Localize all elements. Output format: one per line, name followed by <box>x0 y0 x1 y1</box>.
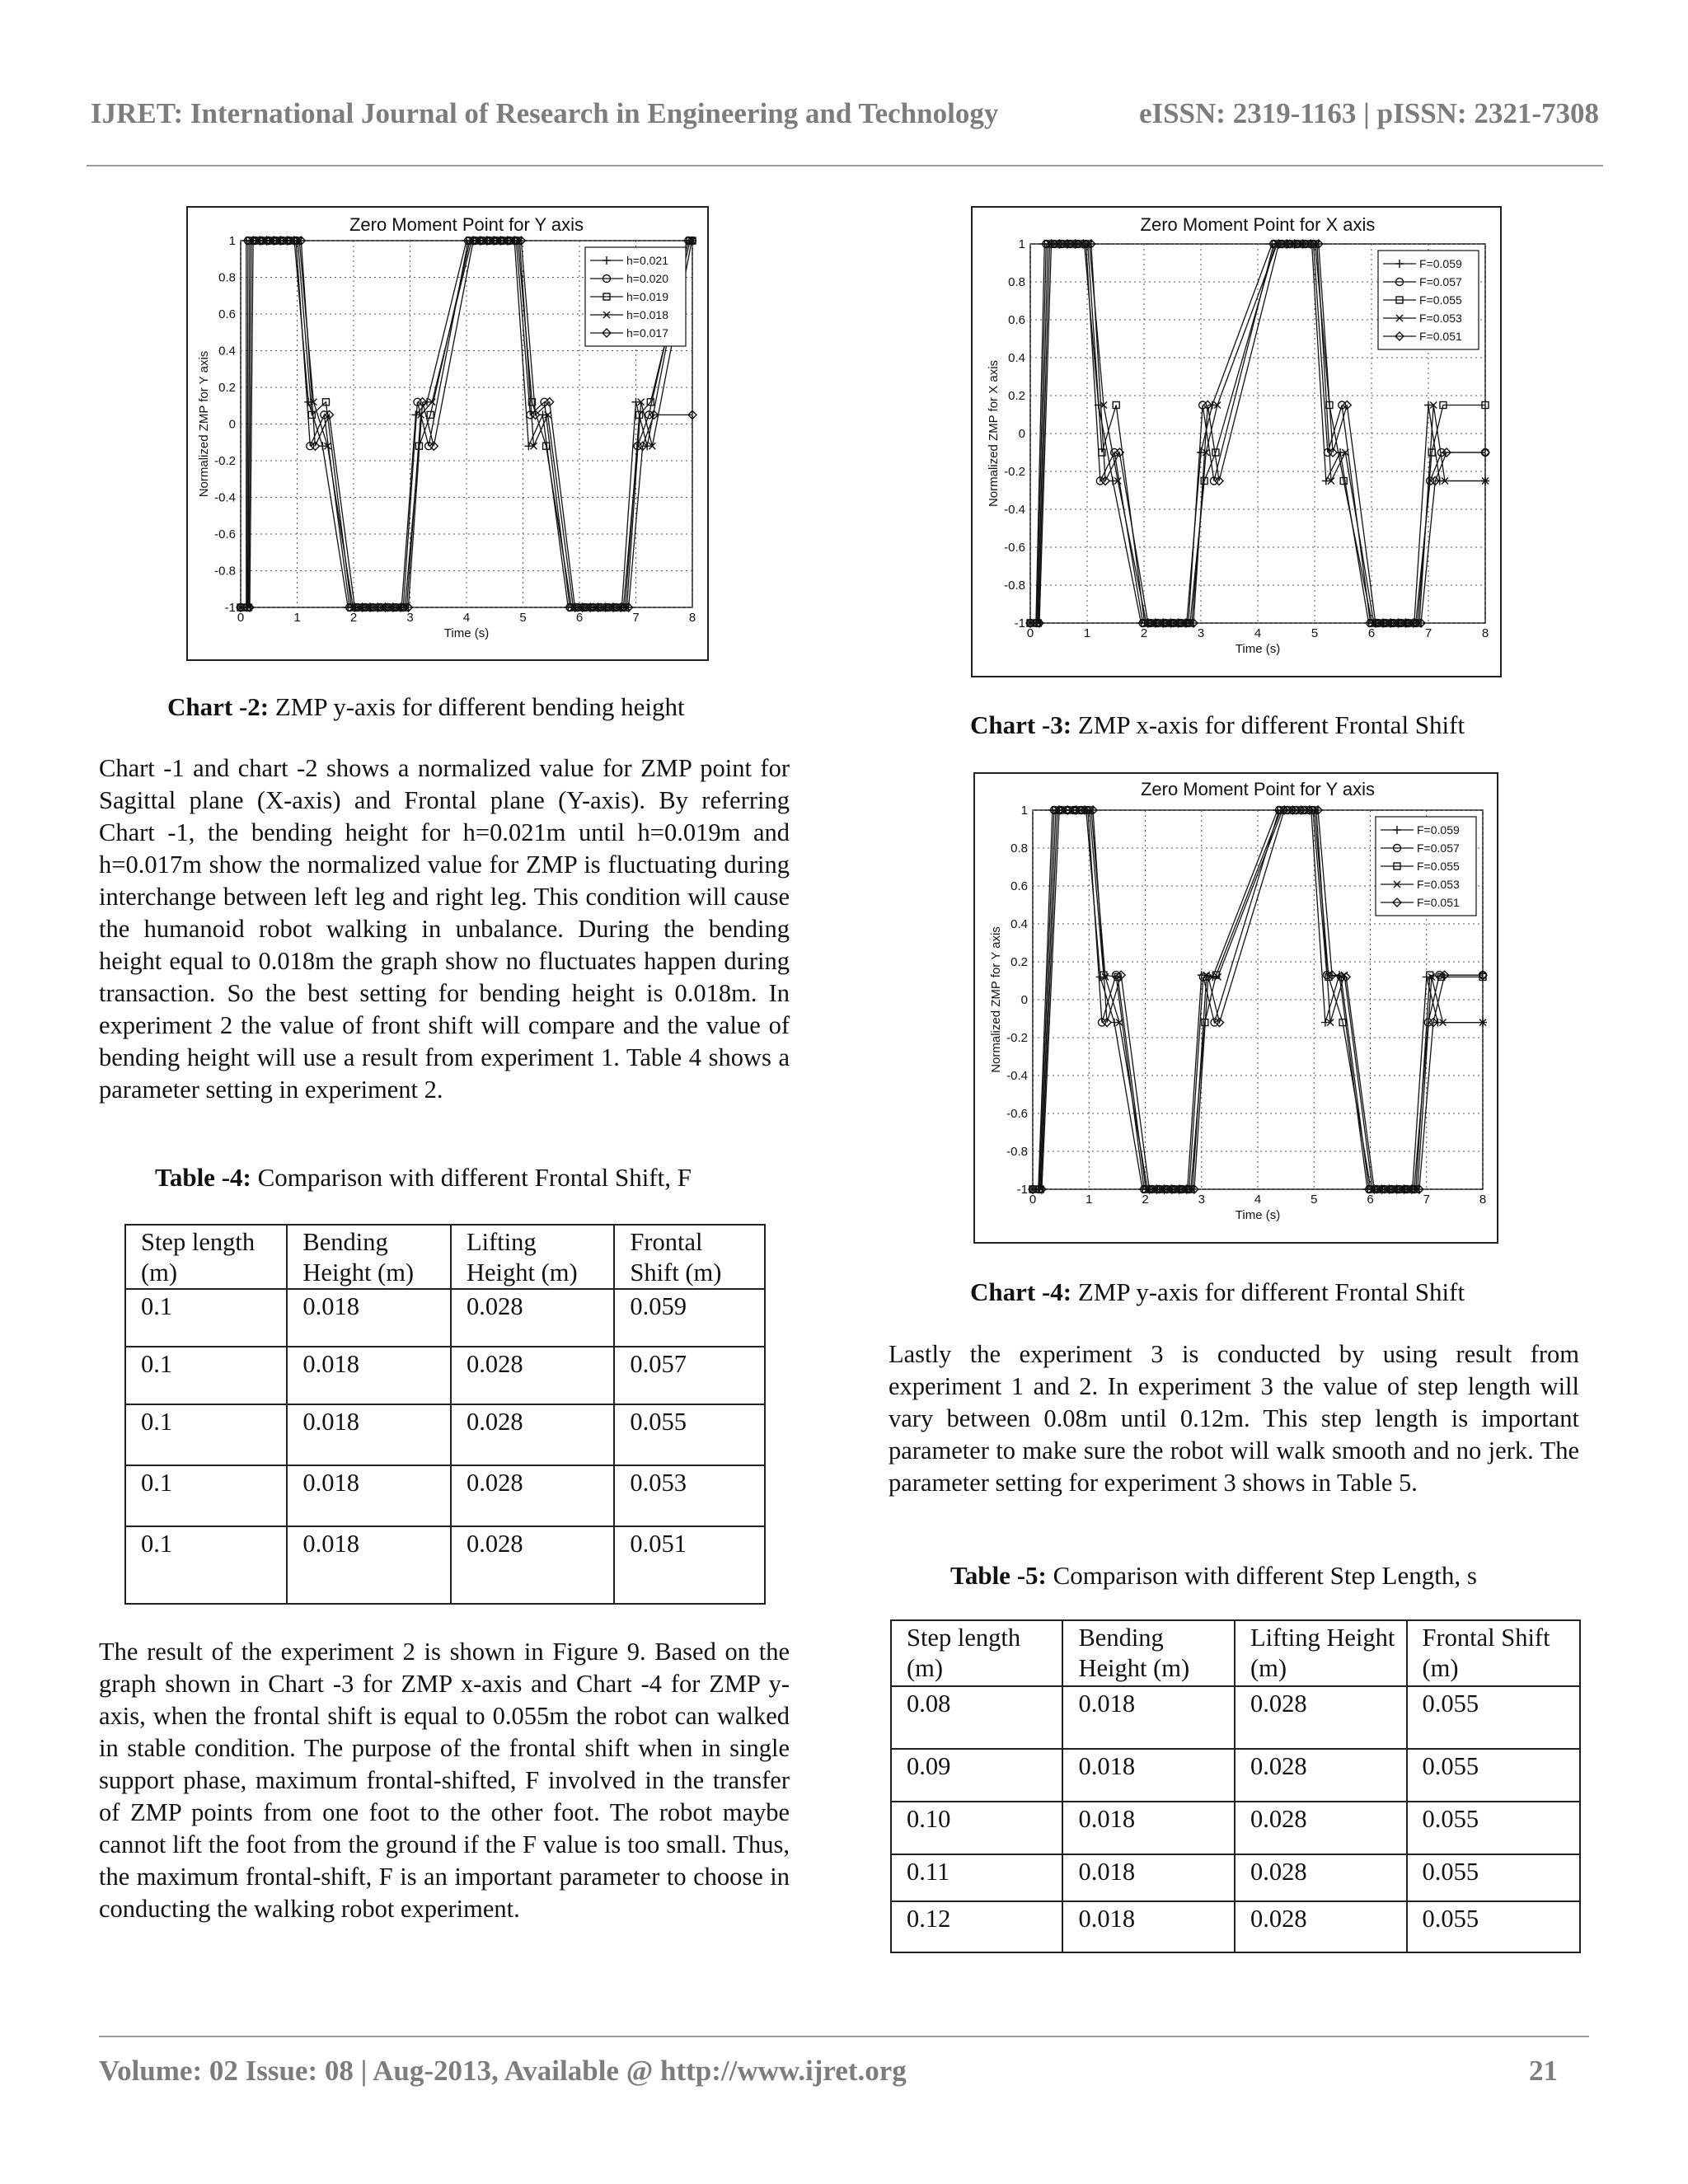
y-tick-label: -0.2 <box>1006 1031 1028 1045</box>
x-tick-label: 4 <box>1254 1193 1262 1207</box>
x-tick-label: 1 <box>1085 1193 1093 1207</box>
y-tick-label: -0.2 <box>1004 465 1025 479</box>
x-tick-label: 7 <box>1423 1193 1430 1207</box>
caption-label: Table -5: <box>950 1561 1047 1590</box>
table-cell: 0.055 <box>1407 1854 1581 1901</box>
x-tick-label: 8 <box>688 611 696 625</box>
x-tick-label: 2 <box>349 611 358 625</box>
table-cell: 0.028 <box>451 1347 614 1404</box>
y-tick-label: 0.2 <box>1010 955 1028 969</box>
table-cell: 0.1 <box>125 1526 287 1604</box>
caption-text: ZMP y-axis for different bending height <box>269 692 685 721</box>
table-cell: 0.1 <box>125 1289 287 1347</box>
table-cell: 0.055 <box>1407 1749 1581 1802</box>
y-axis-label: Normalized ZMP for Y axis <box>989 926 1003 1073</box>
y-tick-label: -0.2 <box>214 454 236 468</box>
legend-entry: F=0.053 <box>1417 878 1460 891</box>
paragraph-1: Chart -1 and chart -2 shows a normalized value for ZMP point for Sagittal plane (X-axis) and Frontal plane (Y-axis). By referring Chart -1, the bending height for h=0.021m until h=0.019m and h=0.017m show the normalized value for ZMP is fluctuating during interchange between left leg and right leg. This condition will cause the humanoid robot walking in unbalance. During the bending height equal to 0.018m the graph show no fluctuates happen during transaction. So the best setting for bending height is 0.018m. In experiment 2 the value of front shift will compare and the value of bending height will use a result from experiment 1. Table 4 shows a parameter setting in experiment 2. <box>99 754 790 1104</box>
x-tick-label: 0 <box>1026 626 1034 640</box>
legend-entry: h=0.020 <box>626 272 668 285</box>
y-axis-label: Normalized ZMP for Y axis <box>197 350 211 498</box>
y-tick-label: -0.4 <box>214 490 236 505</box>
table-cell: 0.028 <box>1235 1802 1406 1854</box>
paragraph-2: The result of the experiment 2 is shown in Figure 9. Based on the graph shown in Chart -3 for ZMP x-axis and Chart -4 for ZMP y-axis, when the frontal shift is equal to 0.055m the robot can walked in stable condition. The purpose of the frontal shift when in single support phase, maximum frontal-shifted, F involved in the transfer of ZMP points from one foot to the other foot. The robot maybe cannot lift the foot from the ground if the F value is too small. Thus, the maximum frontal-shift, F is an important parameter to choose in conducting the walking robot experiment. <box>99 1638 790 1923</box>
table-5 <box>890 1619 1581 1953</box>
table-cell: 0.055 <box>614 1404 765 1465</box>
x-tick-label: 0 <box>237 611 245 625</box>
legend-entry: F=0.051 <box>1419 330 1462 343</box>
chart-3-caption <box>970 710 1465 740</box>
y-tick-label: -1 <box>1016 1183 1028 1197</box>
y-tick-label: 0.6 <box>218 307 236 321</box>
caption-text: ZMP x-axis for different Frontal Shift <box>1071 710 1465 739</box>
y-tick-label: -0.6 <box>1006 1107 1028 1121</box>
table-cell: 0.1 <box>125 1465 287 1526</box>
y-tick-label: 0.6 <box>1010 879 1028 893</box>
table-cell: 0.1 <box>125 1404 287 1465</box>
table-cell: 0.09 <box>891 1749 1062 1802</box>
caption-label: Chart -3: <box>970 710 1072 739</box>
footer-divider <box>99 2036 1589 2037</box>
table-row <box>125 1465 765 1526</box>
y-tick-label: 1 <box>1018 237 1025 251</box>
table-cell: 0.12 <box>891 1901 1062 1952</box>
table-cell: 0.028 <box>1235 1901 1406 1952</box>
legend-entry: h=0.021 <box>626 254 668 267</box>
table-cell: 0.055 <box>1407 1686 1581 1749</box>
chart-title: Zero Moment Point for Y axis <box>349 214 584 235</box>
y-axis-label: Normalized ZMP for X axis <box>987 359 1001 508</box>
table-cell: 0.018 <box>1062 1854 1235 1901</box>
x-tick-label: 4 <box>462 611 471 625</box>
table-4 <box>124 1224 766 1605</box>
x-tick-label: 5 <box>1311 626 1319 640</box>
page-header <box>91 97 1599 130</box>
issn-info: eISSN: 2319-1163 | pISSN: 2321-7308 <box>1138 97 1599 129</box>
table-cell: 0.018 <box>287 1526 451 1604</box>
table-cell: 0.018 <box>287 1347 451 1404</box>
table-cell: 0.028 <box>1235 1854 1406 1901</box>
chart-4-svg <box>975 774 1497 1242</box>
legend-entry: h=0.017 <box>626 326 668 340</box>
table-row <box>891 1802 1580 1854</box>
y-tick-label: -0.6 <box>1004 541 1025 555</box>
chart-title: Zero Moment Point for Y axis <box>1140 779 1376 799</box>
x-tick-label: 1 <box>293 611 301 625</box>
legend-entry: F=0.057 <box>1417 841 1460 855</box>
page-footer <box>99 2055 1558 2088</box>
table-cell: 0.051 <box>614 1526 765 1604</box>
y-tick-label: 0.4 <box>1010 917 1028 931</box>
x-tick-label: 0 <box>1029 1193 1037 1207</box>
x-tick-label: 8 <box>1479 1193 1487 1207</box>
journal-title: IJRET: International Journal of Research in Engineering and Technology <box>91 97 999 129</box>
header-cell: Frontal Shift (m) <box>1407 1620 1581 1686</box>
legend-entry: h=0.019 <box>626 290 668 303</box>
x-tick-label: 2 <box>1140 626 1148 640</box>
x-tick-label: 4 <box>1254 626 1262 640</box>
table-cell: 0.018 <box>1062 1802 1235 1854</box>
chart-4-caption <box>970 1277 1465 1307</box>
table-cell: 0.018 <box>1062 1749 1235 1802</box>
legend-entry: h=0.018 <box>626 308 668 321</box>
chart-title: Zero Moment Point for X axis <box>1140 214 1376 235</box>
page-number: 21 <box>1529 2055 1558 2087</box>
table-row <box>125 1289 765 1347</box>
chart-3-svg <box>973 208 1500 676</box>
chart-2-figure <box>186 206 709 661</box>
header-cell: Step length (m) <box>125 1225 287 1289</box>
header-cell: Frontal Shift (m) <box>614 1225 765 1289</box>
y-tick-label: -1 <box>1014 616 1025 630</box>
table-cell: 0.059 <box>614 1289 765 1347</box>
y-tick-label: 1 <box>228 234 236 248</box>
y-tick-label: 1 <box>1020 804 1028 818</box>
legend-entry: F=0.055 <box>1417 860 1460 873</box>
x-tick-label: 6 <box>1367 1193 1374 1207</box>
legend-entry: F=0.055 <box>1419 293 1462 307</box>
x-tick-label: 5 <box>519 611 527 625</box>
legend-entry: F=0.051 <box>1417 896 1460 909</box>
table-header-row <box>125 1225 765 1289</box>
header-cell: Bending Height (m) <box>287 1225 451 1289</box>
x-tick-label: 6 <box>1367 626 1376 640</box>
table-row <box>891 1686 1580 1749</box>
table-cell: 0.055 <box>1407 1901 1581 1952</box>
table-row <box>891 1854 1580 1901</box>
table-cell: 0.1 <box>125 1347 287 1404</box>
table-cell: 0.055 <box>1407 1802 1581 1854</box>
y-tick-label: 0 <box>1018 427 1025 441</box>
table-row <box>891 1901 1580 1952</box>
paragraph-3: Lastly the experiment 3 is conducted by using result from experiment 1 and 2. In experiment 3 the value of step length will vary between 0.08m until 0.12m. This step length is important parameter to make sure the robot will walk smooth and no jerk. The parameter setting for experiment 3 shows in Table 5. <box>889 1340 1579 1497</box>
table-cell: 0.028 <box>1235 1749 1406 1802</box>
volume-info: Volume: 02 Issue: 08 | Aug-2013, Available @ http://www.ijret.org <box>99 2055 907 2087</box>
table-row <box>125 1404 765 1465</box>
chart-4-figure <box>973 772 1498 1244</box>
header-cell: Lifting Height (m) <box>451 1225 614 1289</box>
table-row <box>891 1749 1580 1802</box>
table-cell: 0.10 <box>891 1802 1062 1854</box>
table-cell: 0.08 <box>891 1686 1062 1749</box>
x-tick-label: 7 <box>1424 626 1432 640</box>
header-cell: Lifting Height (m) <box>1235 1620 1406 1686</box>
x-axis-label: Time (s) <box>1235 642 1281 656</box>
header-divider <box>87 165 1603 166</box>
chart-3-figure <box>971 206 1502 677</box>
header-cell: Step length (m) <box>891 1620 1062 1686</box>
y-tick-label: 0 <box>1020 993 1028 1007</box>
y-tick-label: 0 <box>228 417 236 432</box>
legend-entry: F=0.059 <box>1417 823 1460 837</box>
y-tick-label: 0.4 <box>1008 351 1025 365</box>
caption-text: Comparison with different Frontal Shift, F <box>251 1163 692 1192</box>
legend-entry: F=0.053 <box>1419 312 1462 325</box>
y-tick-label: 0.8 <box>1010 841 1028 855</box>
legend-entry: F=0.059 <box>1419 257 1462 270</box>
y-tick-label: -0.8 <box>1004 579 1025 593</box>
table-cell: 0.028 <box>451 1465 614 1526</box>
table-cell: 0.018 <box>1062 1686 1235 1749</box>
x-tick-label: 3 <box>406 611 414 625</box>
x-tick-label: 2 <box>1142 1193 1149 1207</box>
y-tick-label: 0.6 <box>1008 313 1025 327</box>
table-cell: 0.018 <box>287 1404 451 1465</box>
x-tick-label: 7 <box>632 611 640 625</box>
table-cell: 0.028 <box>451 1526 614 1604</box>
x-tick-label: 3 <box>1198 1193 1205 1207</box>
chart-2-caption <box>167 692 685 722</box>
x-tick-label: 3 <box>1197 626 1205 640</box>
table-cell: 0.11 <box>891 1854 1062 1901</box>
legend-entry: F=0.057 <box>1419 275 1462 288</box>
y-tick-label: 0.2 <box>218 381 236 395</box>
y-tick-label: -0.6 <box>214 527 236 541</box>
y-tick-label: -1 <box>224 601 236 615</box>
x-axis-label: Time (s) <box>1235 1208 1281 1222</box>
y-tick-label: 0.8 <box>218 270 236 285</box>
caption-text: ZMP y-axis for different Frontal Shift <box>1071 1277 1465 1306</box>
table-cell: 0.018 <box>287 1289 451 1347</box>
caption-label: Chart -2: <box>167 692 270 721</box>
table-cell: 0.028 <box>451 1404 614 1465</box>
table-header-row <box>891 1620 1580 1686</box>
table-cell: 0.057 <box>614 1347 765 1404</box>
y-tick-label: 0.4 <box>218 344 236 359</box>
x-tick-label: 6 <box>575 611 584 625</box>
x-tick-label: 5 <box>1311 1193 1318 1207</box>
y-tick-label: -0.8 <box>214 564 236 579</box>
table-cell: 0.028 <box>451 1289 614 1347</box>
y-tick-label: 0.2 <box>1008 389 1025 403</box>
caption-label: Chart -4: <box>970 1277 1072 1306</box>
table-4-caption <box>155 1163 692 1193</box>
table-cell: 0.018 <box>287 1465 451 1526</box>
table-5-caption <box>950 1561 1477 1591</box>
y-tick-label: -0.4 <box>1004 503 1025 517</box>
y-tick-label: -0.4 <box>1006 1069 1028 1083</box>
header-cell: Bending Height (m) <box>1062 1620 1235 1686</box>
table-cell: 0.053 <box>614 1465 765 1526</box>
x-axis-label: Time (s) <box>443 626 490 640</box>
table-row <box>125 1347 765 1404</box>
table-cell: 0.018 <box>1062 1901 1235 1952</box>
x-tick-label: 8 <box>1481 626 1489 640</box>
y-tick-label: 0.8 <box>1008 275 1025 289</box>
table-cell: 0.028 <box>1235 1686 1406 1749</box>
y-tick-label: -0.8 <box>1006 1145 1028 1159</box>
chart-2-svg <box>188 208 707 659</box>
caption-label: Table -4: <box>155 1163 251 1192</box>
x-tick-label: 1 <box>1083 626 1091 640</box>
table-row <box>125 1526 765 1604</box>
caption-text: Comparison with different Step Length, s <box>1046 1561 1477 1590</box>
